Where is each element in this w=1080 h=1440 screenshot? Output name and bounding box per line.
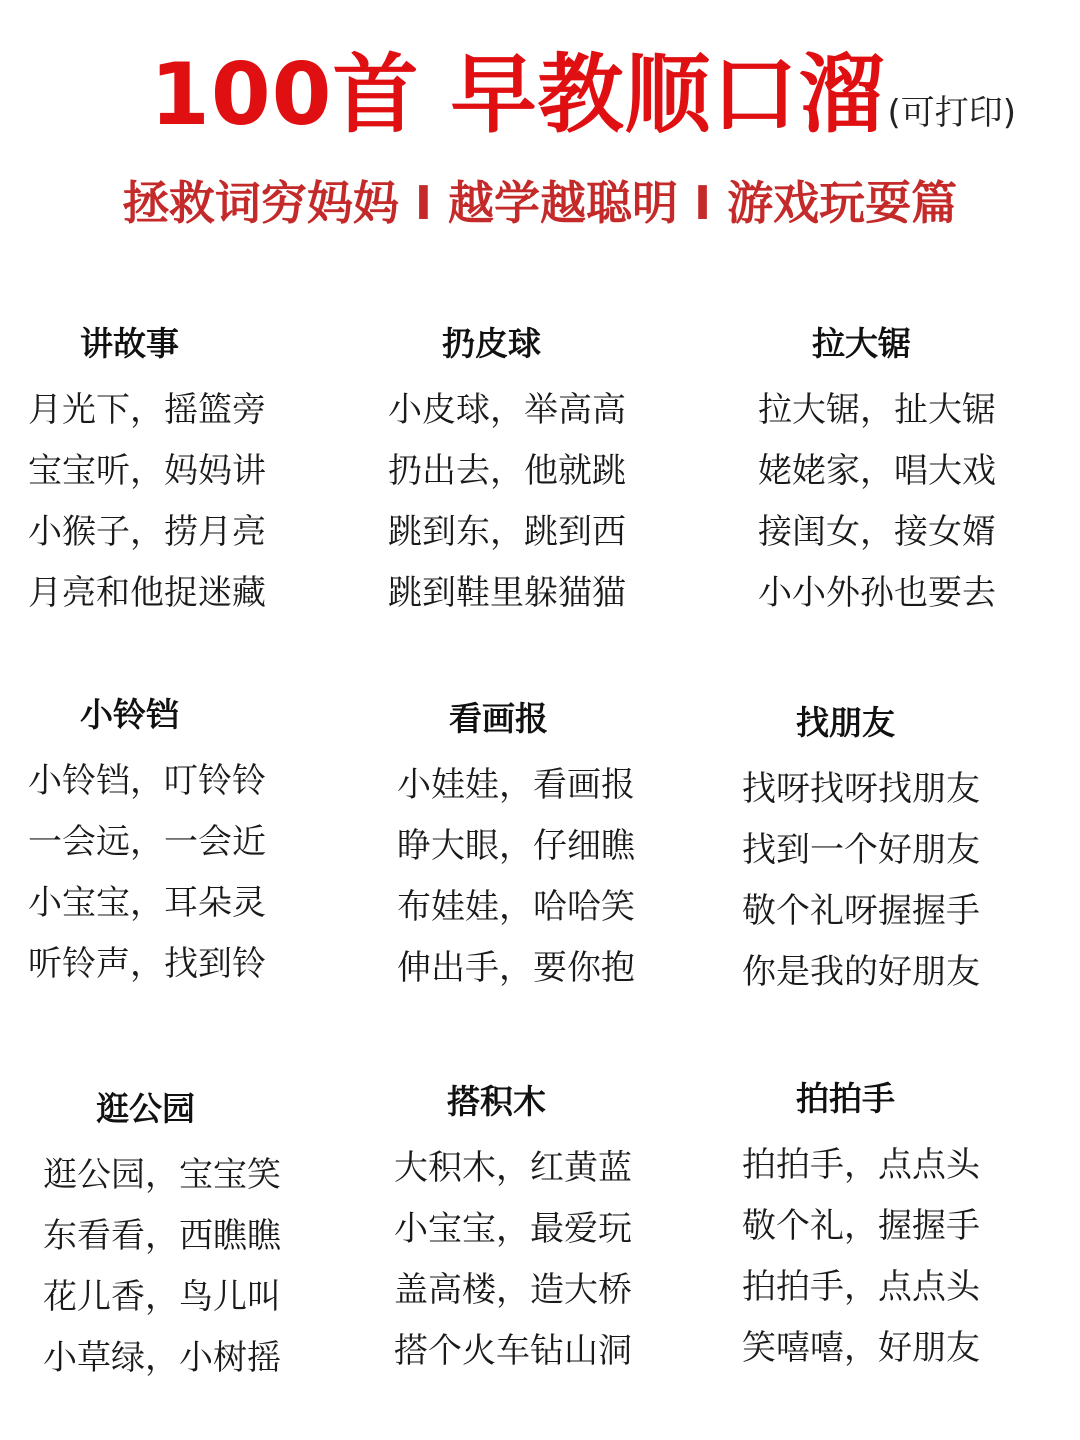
poem-line: 睁大眼，仔细瞧 <box>397 826 635 866</box>
poem-line: 跳到鞋里躲猫猫 <box>388 573 626 613</box>
poem-line: 小猴子，捞月亮 <box>28 512 266 552</box>
poem-line: 小铃铛，叮铃铃 <box>28 761 266 801</box>
poem-line: 小小外孙也要去 <box>758 573 996 613</box>
poem-line: 笑嘻嘻，好朋友 <box>742 1328 980 1368</box>
poem-title: 逛公园 <box>96 1089 195 1128</box>
poem-da-jimu <box>394 1082 632 1382</box>
poem-title: 拍拍手 <box>796 1079 895 1118</box>
poem-line: 小娃娃，看画报 <box>397 765 635 805</box>
poem-title: 看画报 <box>449 699 548 738</box>
poem-title: 拉大锯 <box>812 324 911 363</box>
poem-lines <box>43 1145 281 1389</box>
poem-title: 小铃铛 <box>80 695 179 734</box>
poem-line: 小宝宝，耳朵灵 <box>28 883 266 923</box>
poem-line: 找呀找呀找朋友 <box>742 769 980 809</box>
poem-line: 盖高楼，造大桥 <box>394 1270 632 1310</box>
poem-jiang-gushi <box>28 324 266 624</box>
poem-line: 逛公园，宝宝笑 <box>43 1155 281 1195</box>
poem-reng-piqiu <box>388 324 626 624</box>
poem-lines <box>388 380 626 624</box>
poem-xiao-lingdang <box>28 695 266 995</box>
poem-lines <box>28 751 266 995</box>
poem-line: 东看看，西瞧瞧 <box>43 1216 281 1256</box>
poem-title: 搭积木 <box>447 1082 546 1121</box>
poem-guang-gongyuan <box>43 1089 281 1389</box>
poem-title: 讲故事 <box>80 324 179 363</box>
poem-line: 小皮球，举高高 <box>388 390 626 430</box>
poem-title: 扔皮球 <box>442 324 541 363</box>
poem-line: 花儿香，鸟儿叫 <box>43 1277 281 1317</box>
poem-line: 跳到东，跳到西 <box>388 512 626 552</box>
poem-line: 月亮和他捉迷藏 <box>28 573 266 613</box>
page-title-note: (可打印) <box>887 93 1016 133</box>
poem-line: 月光下，摇篮旁 <box>28 390 266 430</box>
poem-line: 大积木，红黄蓝 <box>394 1148 632 1188</box>
poem-zhao-pengyou <box>742 703 980 1003</box>
poem-line: 伸出手，要你抱 <box>397 948 635 988</box>
page-subtitle: 拯救词穷妈妈 I 越学越聪明 I 游戏玩耍篇 <box>122 176 958 230</box>
poem-line: 搭个火车钻山洞 <box>394 1331 632 1371</box>
poem-line: 拉大锯，扯大锯 <box>758 390 996 430</box>
poem-lines <box>758 380 996 624</box>
poem-kan-huabao <box>397 699 635 999</box>
poem-lines <box>397 755 635 999</box>
poem-line: 拍拍手，点点头 <box>742 1267 980 1307</box>
poem-lines <box>742 759 980 1003</box>
poem-line: 敬个礼，握握手 <box>742 1206 980 1246</box>
page-title-main: 100首 早教顺口溜 <box>150 45 886 145</box>
poem-line: 找到一个好朋友 <box>742 830 980 870</box>
poem-line: 拍拍手，点点头 <box>742 1145 980 1185</box>
poem-line: 扔出去，他就跳 <box>388 451 626 491</box>
poem-line: 敬个礼呀握握手 <box>742 891 980 931</box>
poem-lines <box>28 380 266 624</box>
poem-line: 接闺女，接女婿 <box>758 512 996 552</box>
poem-title: 找朋友 <box>796 703 895 742</box>
poem-line: 你是我的好朋友 <box>742 952 980 992</box>
poem-line: 听铃声，找到铃 <box>28 944 266 984</box>
poem-lines <box>394 1138 632 1382</box>
poem-line: 一会远，一会近 <box>28 822 266 862</box>
page-title <box>150 45 1016 145</box>
poem-pai-paishou <box>742 1079 980 1379</box>
poem-line: 小草绿，小树摇 <box>43 1338 281 1378</box>
poem-lines <box>742 1135 980 1379</box>
poem-line: 布娃娃，哈哈笑 <box>397 887 635 927</box>
poem-la-daju <box>758 324 996 624</box>
poem-line: 宝宝听，妈妈讲 <box>28 451 266 491</box>
poem-line: 姥姥家，唱大戏 <box>758 451 996 491</box>
poem-line: 小宝宝，最爱玩 <box>394 1209 632 1249</box>
